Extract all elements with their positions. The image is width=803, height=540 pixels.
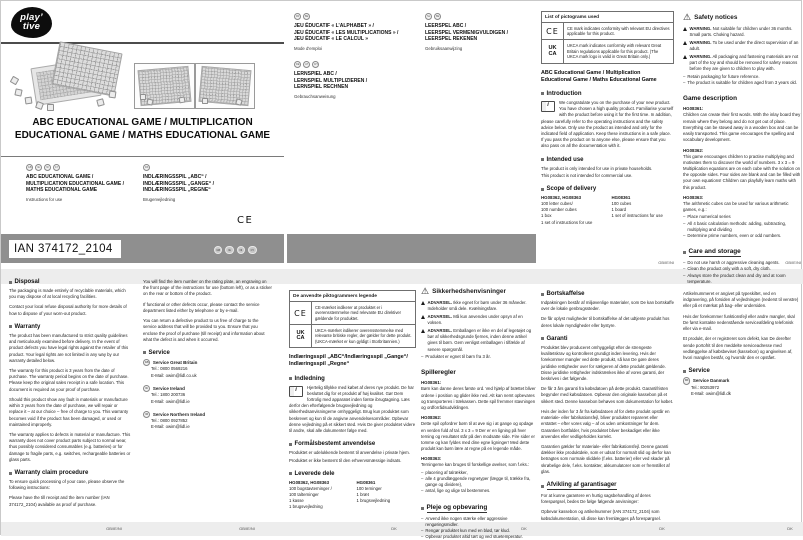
product-name-line: LERNSPIEL MULTIPLIZIEREN / [294,77,368,84]
section-bullet-icon [9,472,12,475]
section-header-sikkerhed: ⚠ Sikkerhedshenvisninger [421,286,506,296]
dk-intro-column [289,290,416,511]
page-footer: GB/IE/NI [239,526,255,531]
paragraph: Terningerne kan bruges til forskellige øvelser, som f.eks.: [421,462,530,468]
page-footer: DK [391,526,397,531]
lang-block-fr [294,13,416,51]
flag-ie-icon: IE [225,246,233,254]
warning-triangle-icon: ⚠ [683,12,692,22]
legend-row-ukca [542,40,673,62]
product-name-line: LEERSPEL REKENEN [425,36,478,43]
service-tel: Tel.: 1800 200736 [151,392,186,398]
product-name-line: LERNSPIEL RECHNEN [294,84,349,91]
ian-band-extension [287,234,536,263]
en-safety-column [683,13,801,285]
flag-row [143,164,255,171]
ce-mark-icon: CE [294,308,307,318]
warning-item: WARNING. Not suitable for children under 36 months. Small parts. Choking hazard. [683,26,801,38]
service-entry-gb [143,359,273,379]
model-label: HG08362: [683,147,704,153]
en-intro-column [541,11,674,226]
warning-triangle-icon [421,329,425,333]
section-header-warranty: Warranty [9,324,131,330]
legend-header: List of pictograms used [542,12,673,23]
paragraph: Contact your local refuse disposal authority for more details of how to dispose of your worn-out product. [9,304,127,316]
section-header-warranty-claim: Warranty claim procedure [9,470,131,476]
product-name-line: JEU ÉDUCATIF « LES MULTIPLICATIONS » / [294,29,399,36]
page-footer: GB/IE/NI [658,260,674,265]
bullet-line: – Determine prime numbers, even or odd numbers. [683,233,801,239]
paragraph: Dette spil opfordrer børn til at øve sig i at gange og opdage en verden fuld af tal. 3 x 3 = 9 Der er en ligning på hver terning og resultatet står på den modsatte side. Fire sider er tomme og kan fyldes med dine egne ligninger! Med dette produkt kan børn lære at regne på en legende måde. [421,421,535,452]
paragraph: The packaging is made entirely of recyclable materials, which you may dispose of at local recycling facilities. [9,288,126,300]
ukca-mark-icon: UK CA [542,40,564,62]
section-header-garanti: Garanti [541,336,674,342]
section-header-pleje: Pleje og opbevaring [421,504,537,513]
dice [179,97,185,103]
bullet-line: – antal, lige og ulige tal bestemmes. [421,488,537,494]
product-name-line: LERNSPIEL ABC / [294,70,337,77]
bullet-line: – Anvend ikke nogen stærke eller aggressive rengøringsmidler. [421,516,537,528]
paragraph: Indpakningen består af miljøvenlige materialer, som De kan bortskaffe over de lokale genbrugssteder. [541,300,674,312]
warning-triangle-icon [683,27,687,31]
section-header-formaalsbestemt: Formålsbestemt anvendelse [289,441,416,447]
service-tel: Tel.: 80253972 [691,384,720,390]
paragraph: Should this product show any fault in materials or manufacture within 3 years from the date of purchase, we will repair or replace it – at our choice – free of charge to you. This warranty becomes void if the product has been damaged, or used or maintained improperly. [9,396,129,427]
flag-gb-icon: GB [214,246,222,254]
product-name-line: MULTIPLICATION EDUCATIONAL GAME / [26,180,124,187]
legend-text: UKCA-mærket indikerer overensstemmelse med relevante britiske regler, der gælder for dette produkt. (UKCA-mærket er kun gyldigt i Storbritannien.) [315,327,412,345]
flag-cy-icon: CY [53,164,60,171]
logo-text-top: play’ [20,12,43,23]
note-line: – Produktet er egnet til børn fra 3 år. [421,354,537,360]
page-footer: DK [521,526,527,531]
model-label: HG08361: [421,380,442,386]
service-email: E-Mail: owim@lidl.co.uk [151,372,197,378]
section-bullet-icon [9,325,12,328]
bullet-line: – placering af talrækker, [421,470,537,476]
cover-title-line2: EDUCATIONAL GAME / MATHS EDUCATIONAL GAME [14,129,271,141]
paragraph: You will find the item number on the rating plate, an engraving on the front page of the instructions for use (bottom left), or as a sticker on the rear or bottom of the product. [143,279,272,297]
product-name-line: MATHS EDUCATIONAL GAME [26,187,98,194]
section-bullet-icon [541,293,544,296]
doc-type-label: Instructions for use [26,196,63,202]
dice [109,91,117,99]
section-header-indledning: Indledning [289,376,416,382]
section-header-introduction: Introduction [541,91,674,97]
product-photo-variant-2 [195,63,255,109]
model-label: HG08363: [421,456,442,462]
model-label: HG08362: [421,415,442,421]
product-name-line: JEU ÉDUCATIF « L’ALPHABET » / [294,22,374,29]
section-bullet-icon [143,351,146,354]
scope-group-a: HG08362, HG08363 100 letter cubes/ 100 number cubes 1 box 1 set of instructions for use [541,195,593,225]
manual-icon: i [289,386,303,397]
paragraph: i Hjertelig tillykke med købet af deres nye produkt. De har besluttet dig for et produkt af høj kvalitet. Gør Dem fortrolig med apparatet inden første ibrugtagning. Læs derfor den efterfølgende brugsvejledning og sikkerhedsanvisningerne omhyggeligt. Brug kun produktet som beskrevet og kun til de angivne anvendelsesområder. Opbevar denne vejledning på et sikkert sted. Hvis De giver produktet videre til andre, skal alle dokumenter følge med. [289,384,416,434]
page-footer: GB/IE/NI [785,260,801,265]
paragraph: Hvis der inden for 3 år fra købsdatoen af for dette produkt opstår en materiale- eller fabrikationsfejl, bliver produktet repareret eller erstattet – efter vores valg – af os uden omkostninger for dem. Garantien bortfalder, hvis produktet bliver beskadiget eller ikke anvendes eller vedligeholdes korrekt. [541,408,670,439]
service-entry-ie [143,385,273,405]
flag-ni-icon: NI [143,411,150,418]
paragraph: The warranty applies to defects in material or manufacture. This warranty does not cover product parts subject to normal wear, thus possibly considered consumables (e.g. batteries) or for damage to fragile parts, e.g. switches, rechargeable batteries or glass parts. [9,431,131,462]
paragraph: Et produkt, der er registreret som defekt, kan De derefter sende portofrit til den meddelte serviceadresse med vedlæggelse af købsbeviset (kassebon) og angivelsen af, hvori manglen består, og hvornår den er opstået. [683,336,793,360]
dice [202,98,208,104]
section-bullet-icon [541,92,544,95]
service-entry-dk [683,377,801,397]
warning-item: WARNING. All packaging and fastening materials are not part of the toy and should be removed for safety reasons before they are given to children to play with. [683,54,801,73]
en-service-column [143,279,273,436]
paragraph: Børn kan danne deres første ord. Ved hjælp af brættet bliver ordene i position og glider ikke ned. Alt kan nemt opbevares og transporteres i trækassen. Dette spil fremmer stavningen og ordforrådsudviklingen. [421,386,536,411]
legend-text: UKCA mark indicates conformity with relevant Great Britain regulations applicable for this product. (The UKCA mark logo is valid in Great Britain only.) [567,42,662,60]
warning-item: ADVARSEL. Må kun anvendes under opsyn af en voksen. [421,314,537,326]
paragraph: Please have the till receipt and the item number (IAN 374172_2104) available as proof of purchase. [9,495,110,507]
model-label: HG08361: [683,106,704,112]
section-bullet-icon [289,472,292,475]
logo-text-bottom: tive [22,20,41,32]
paragraph: i We congratulate you on the purchase of your new product. You have chosen a high quality product. Familiarise yourself with the product before using it for the first time. In addition, please carefully refer to the operating instructions and the safety advice below. Only use the product as intended and only for the indicated field of application. Keep these instructions in a safe place. If you pass the product on to anyone else, please ensure that you also pass on all the documentation with it. [541,99,674,149]
doc-type-label: Gebruiksaanwijzing [425,45,463,51]
flag-dk-icon: DK [683,377,690,384]
product-name-line: INDLÆRINGSSPIL „REGNE“ [143,187,211,194]
flag-row [26,164,138,171]
paragraph: Garantien gælder for materiale- eller fabrikationsfejl. Denne garanti dækker ikke produktdele, som er udsat for normalt slid og derfor kan betragtes som normale sliddele (f.eks. batterier) eller ved skader på skrøbelige dele, f.eks. kontakter, akkumulatorer som er fremstillet af glas. [541,443,671,474]
warning-item: ADVARSEL. Emballagen er ikke en del af legetøjet og bør af sikkerhedsgrunde fjernes, inden denne artikel gives til børn. Gem venligst emballagen i tilfælde af senere spørgsmål. [421,328,537,353]
dk-safety-column [421,287,537,540]
dice [10,76,20,86]
ukca-mark-icon: UK CA [290,325,312,347]
section-bullet-icon [683,251,686,254]
section-header-bortskaffelse: Bortskaffelse [541,291,674,297]
ian-number-box [9,240,121,258]
legend-row-ce [290,302,415,325]
en-product-title: ABC Educational Game / Multiplication Educational Game / Maths Educational Game [541,69,657,83]
page-footer: GB/IE/NI [106,526,122,531]
paragraph: To ensure quick processing of your case, please observe the following instructions: [9,479,125,491]
page-footer: DK [787,526,793,531]
section-header-intended-use: Intended use [541,157,674,163]
paragraph: The arithmetic cubes can be used for various arithmetic games, e.g.: [683,200,789,213]
en-warranty-column [9,279,131,512]
dice [14,88,22,96]
section-header-scope: Scope of delivery [541,186,674,192]
legend-row-ukca [290,325,415,347]
flag-dk-icon: DK [143,164,150,171]
paragraph: De får oplyst muligheder til bortskaffelse af det udtjente produkt hos deres lokale myndigheder eller bystyre. [541,316,670,328]
divider [1,42,284,44]
scope-group-b: HG08361 100 cubes 1 board 1 set of instructions for use [611,195,663,219]
product-name-line: INDLÆRINGSSPIL „ABC“ / [143,173,207,180]
service-name: Service Northern Ireland [152,411,206,417]
flag-ie-icon: IE [35,164,42,171]
paragraph: Opbevar kassebon og artikelnummer (IAN 374172_2104) som købsdokumentation, så disse kan fremlægges på forespørgsel. [541,509,661,521]
paragraph: Produktet er ikke bestemt til den erhvervsmæssige indsats. [289,457,402,463]
section-bullet-icon [541,485,544,488]
service-name: Service Danmark [692,378,730,384]
service-entry-ni [143,411,273,431]
section-bullet-icon [9,281,12,284]
paragraph: The product has been manufactured to strict quality guidelines and meticulously examined before delivery. In the event of product defects you have legal rights against the retailer of this product. Your legal rights are not limited in any way by our warranty detailed below. [9,332,129,363]
dk-warranty-column [541,291,674,526]
paragraph: Produktet er udelukkende bestemt til anvendelse i private hjem. [289,450,410,456]
legend-text: CE mark indicates conformity with relevant EU directives applicable for this product. [567,25,670,37]
product-name-line: LEERSPEL VERMENIGVULDIGEN / [425,29,508,36]
flag-ni-icon: NI [44,164,51,171]
scope-of-delivery-table [289,480,416,511]
product-photo-variant-1 [134,63,195,109]
dk-service-column [683,291,801,403]
paragraph: This product is not intended for commercial use. [541,172,633,178]
flag-ni-icon: NI [237,246,245,254]
playtive-logo [11,7,52,38]
flag-ch-icon: CH [312,61,319,68]
service-name: Service Ireland [152,385,185,391]
section-header-service: Service [143,350,273,356]
section-header-care: Care and storage [683,248,801,257]
paragraph: You can return a defective product to us free of charge to the service address that will be provided to you. Ensure that you enclose the proof of purchase (till receipt) and information about what the defect is and when it occurred. [143,318,265,342]
bullet-line: – alle 4 grundlæggende regnetyper (lægge til, trække fra, gange og dividere), [421,476,537,488]
bullet-line: – Place numerical series [683,214,801,220]
warning-triangle-icon [683,41,687,45]
warning-triangle-icon [421,315,425,319]
dk-product-title: Indlæringsspil „ABC“/Indlæringsspil „Gange“/ Indlæringsspil „Regne“ [289,354,408,368]
paragraph: Children can create their first words. With the inlay board they remain where they belong and do not get out of place. Everything can be stowed away in a wooden box and can be easily transported. This game encourages the spelling and vocabulary development. [683,112,801,143]
product-photo-main [9,47,129,113]
cover-title [1,117,284,142]
warning-item: WARNING. To be used under the direct supervision of an adult. [683,40,801,52]
warning-item: ADVARSEL. Ikke egnet for børn under 36 måneder. Indeholder små dele. Kvælningsfare. [421,300,537,312]
service-email: E-Mail: owim@lidl.dk [691,391,731,397]
dice [35,101,44,110]
dice [140,94,146,100]
product-name-line: ABC EDUCATIONAL GAME / [26,173,94,180]
lang-block-dk [143,164,255,202]
flag-de-icon: DE [294,61,301,68]
lang-block-en [26,164,138,202]
flag-gb-icon: GB [143,359,150,366]
paragraph: This game encourages children to practise multiplying and motivates them to discover the world of numbers. 3 x 3 = 9 Multiplication equations are on each cube with the solution on the opposite sides. Four sides are blank and can be filled with your own equations! Children can playfully learn maths with this product. [683,153,801,190]
service-tel: Tel.: 0800 0927852 [151,417,188,423]
en-pictogram-legend-box [541,11,674,64]
section-header-safety-notices: ⚠ Safety notices [683,12,738,22]
service-name: Service Great Britain [152,360,198,366]
bullet-line: – Rengør produktet kun med en blød, tør klud. [421,528,537,534]
section-header-afvikling: Afvikling af garantisager [541,482,674,490]
paragraph: The product is only intended for use in private households. [541,165,653,171]
paragraph: De får 3 års garanti fra købsdatoen på dette produkt. Garantifristen begynder med købsdatoen. Opbevar den originale kassebon på et sikkert sted. Denne kassebon behøves som dokumentation for købet. [541,386,674,404]
flag-fr-icon: FR [294,13,301,20]
lang-block-de [294,61,416,99]
flag-cy-icon: CY [248,246,256,254]
section-header-game-description: Game description [683,95,737,103]
warning-triangle-icon: ⚠ [421,286,430,296]
note-line: – Retain packaging for future reference. [683,74,801,80]
bullet-line: – Always store the product clean and dry and at room temperature. [683,273,801,285]
paragraph: Produktet blev produceret omhyggeligt efter de strengeste kvalitetskrav og kontrolleret grundigt inden levering. Hvis der forekommer mangler ved dette produkt, så kan De gøre deres juridiske rettigheder over for sælgeren af dette produkt gældende. Disse juridiske rettigheder indskrænkes ikke af vores garanti, der beskrives i det følgende. [541,344,666,381]
dice [96,98,105,107]
flag-row [425,13,540,20]
paragraph: Hvis der forekommer funktionsfejl eller andre mangler, skal De først kontakte nedenstående serviceafdeling telefonisk eller via e-mail. [683,313,795,332]
warning-triangle-icon [421,301,425,305]
scope-group-b: HG08361 100 terninger 1 bræt 1 brugsvejledning [356,479,391,504]
product-name-line: JEU ÉDUCATIF « LE CALCUL » [294,36,368,43]
divider [1,156,284,157]
bullet-line: – Clean the product only with a soft, dry cloth. [683,266,801,272]
section-bullet-icon [289,377,292,380]
legend-header: De anvendte piktogrammers legende [290,291,415,302]
page-footer: DK [659,526,665,531]
manual-icon: i [541,101,555,112]
section-bullet-icon [421,507,424,510]
paragraph: The warranty for this product is 3 years from the date of purchase. The warranty period begins on the date of purchase. Please keep the original sales receipt in a safe location. This document is required as your proof of purchase. [9,367,129,392]
product-name-line: LEERSPEL ABC / [425,22,467,29]
scope-of-delivery-table [541,195,674,226]
scope-group-a: HG08362, HG08363 100 bogstavterninger / 100 talterninger 1 kasse 1 brugsvejledning [289,479,332,510]
bullet-line: – All 4 basic calculation methods: adding, subtracting, multiplying and dividing [683,221,801,233]
doc-type-label: Mode d’emploi [294,45,322,51]
dice [47,104,54,111]
doc-type-label: Gebrauchsanweisung [294,93,336,99]
flag-gb-icon: GB [26,164,33,171]
warning-triangle-icon [683,55,687,59]
bullet-line: – Opbevar produktet altid tørt og ved stuetemperatur. [421,534,537,540]
lang-block-nl [425,13,540,51]
section-bullet-icon [289,443,292,446]
section-header-spilleregler: Spilleregler [421,369,456,377]
paragraph: If functional or other defects occur, please contact the service department listed either by telephone or by e-mail. [143,301,260,313]
section-bullet-icon [541,188,544,191]
ce-mark: CE [237,215,254,226]
section-bullet-icon [541,158,544,161]
flag-nl-icon: NL [425,13,432,20]
flag-be-icon: BE [434,13,441,20]
flag-be-icon: BE [303,13,310,20]
bullet-line: – Do not use harsh or aggressive cleaning agents. [683,260,801,266]
flag-row [294,13,416,20]
section-header-service-dk: Service [683,368,801,374]
legend-row-ce [542,23,673,40]
paragraph: Artikelnummeret er angivet på typeskiltet, ved en indgravering, på forsiden af vejledningen (nederst til venstre) eller på et mærkat på bag- eller undersiden. [683,291,799,309]
dk-pictogram-legend-box [289,290,416,348]
note-line: – The product is suitable for children aged from 3 years old. [683,80,801,86]
dice [25,97,33,105]
section-bullet-icon [541,337,544,340]
product-name-line: INDLÆRINGSSPIL „GANGE“ / [143,180,215,187]
section-bullet-icon [683,370,686,373]
ian-number: IAN 374172_2104 [14,243,113,255]
section-header-leverede-dele: Leverede dele [289,471,416,477]
ce-mark-icon: CE [546,26,559,36]
band-flag-row [214,246,257,254]
doc-type-label: Brugervejledning [143,196,176,202]
model-label: HG08363: [683,194,704,200]
flag-ie-icon: IE [143,385,150,392]
legend-text: CE-mærket indikerer at produktet er i overensstemmelse med relevante EU direktiver gældende for produktet. [315,304,402,321]
service-email: E-Mail: owim@lidl.ie [151,398,190,404]
service-tel: Tel.: 0800 0569216 [151,366,188,372]
flag-row [294,61,416,68]
flag-at-icon: AT [303,61,310,68]
service-email: E-Mail: owim@lidl.ie [151,424,190,430]
paragraph: For at kunne garantere en hurtig sagsbehandling af deres forespørgsel, bedes De følge følgende anvisninger: [541,493,651,505]
section-header-disposal: Disposal [9,279,131,285]
cover-title-line1: ABC EDUCATIONAL GAME / MULTIPLICATION [32,117,253,128]
